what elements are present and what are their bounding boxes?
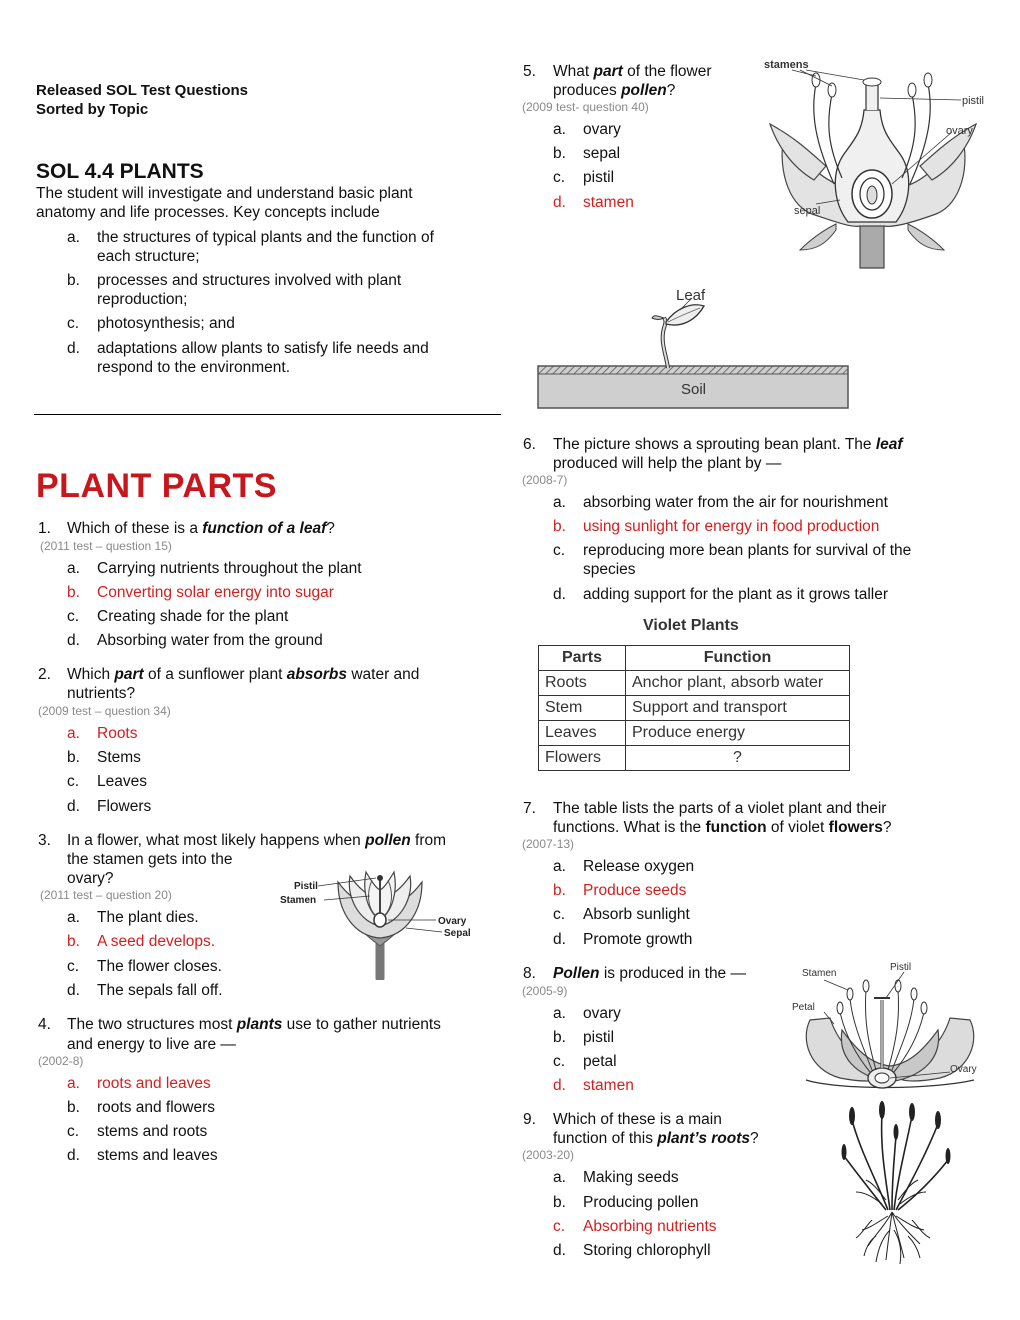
concept-a-line-1: the structures of typical plants and the function of (97, 229, 434, 246)
q3-choice-b-answer: A seed develops. (97, 933, 216, 950)
q1-choice-c-letter: c. (67, 608, 80, 625)
q2-choice-a-letter: a. (67, 725, 80, 742)
q1-choice-d: Absorbing water from the ground (97, 632, 323, 649)
q1-number: 1. (38, 520, 51, 537)
section-title: PLANT PARTS (36, 467, 277, 505)
q3-fig-label-stamen: Stamen (280, 895, 317, 906)
q3-choice-d: The sepals fall off. (97, 982, 223, 999)
q1-source: (2011 test – question 15) (40, 539, 172, 553)
q4-stem-line-2: and energy to live are — (67, 1036, 236, 1053)
q9-choice-c-letter: c. (553, 1218, 566, 1235)
q8-choice-c: petal (583, 1053, 617, 1070)
q8-choice-c-letter: c. (553, 1053, 566, 1070)
q4-choice-b-letter: b. (67, 1099, 80, 1116)
q6-source: (2008-7) (522, 473, 568, 487)
q3-fig-label-sepal: Sepal (444, 928, 471, 939)
q1-choice-d-letter: d. (67, 632, 80, 649)
q8-choice-a: ovary (583, 1005, 621, 1022)
q6-choice-d: adding support for the plant as it grows taller (583, 586, 889, 603)
q6-fig-label-leaf: Leaf (676, 287, 706, 304)
q7-stem: The table lists the parts of a violet plant and their (553, 800, 887, 817)
q1-stem: Which of these is a function of a leaf? (67, 520, 335, 537)
q7-choice-c: Absorb sunlight (583, 906, 690, 923)
q1-choice-a-letter: a. (67, 560, 80, 577)
q8-stem: Pollen is produced in the — (553, 965, 746, 982)
q4-choice-a-letter: a. (67, 1075, 80, 1092)
section-divider (34, 414, 501, 415)
q8-choice-b-letter: b. (553, 1029, 566, 1046)
q4-choice-d-letter: d. (67, 1147, 80, 1164)
q4-stem: The two structures most plants use to gather nutrients (67, 1016, 441, 1033)
q6-choice-b-letter: b. (553, 518, 566, 535)
q3-stem-line-2: the stamen gets into the (67, 851, 233, 868)
q3-number: 3. (38, 832, 51, 849)
q7-table-cell-part: Roots (539, 671, 626, 696)
concept-a-line-2: each structure; (97, 248, 200, 265)
q5-fig-label-sepal: sepal (794, 205, 821, 217)
q6-choice-d-letter: d. (553, 586, 566, 603)
q4-choice-b: roots and flowers (97, 1099, 216, 1116)
q4-choice-c-letter: c. (67, 1123, 80, 1140)
q9-choice-c-answer: Absorbing nutrients (583, 1218, 717, 1235)
q6-number: 6. (523, 436, 536, 453)
q6-choice-a: absorbing water from the air for nourishment (583, 494, 888, 511)
q2-choice-d-letter: d. (67, 798, 80, 815)
q8-fig-label-ovary: Ovary (950, 1064, 977, 1075)
q7-table-cell-part: Stem (539, 696, 626, 721)
q3-choice-b-letter: b. (67, 933, 80, 950)
q5-fig-label-pistil: pistil (962, 95, 985, 107)
q5-choice-c-letter: c. (553, 169, 566, 186)
q5-stem-line-2: produces pollen? (553, 82, 676, 99)
q5-choice-c: pistil (583, 169, 615, 186)
q7-choice-c-letter: c. (553, 906, 566, 923)
q6-stem-line-2: produced will help the plant by — (553, 455, 782, 472)
q3-choice-d-letter: d. (67, 982, 80, 999)
sol-intro-line-1: The student will investigate and understand basic plant (36, 185, 413, 202)
q7-table-cell-function: Anchor plant, absorb water (626, 671, 850, 696)
q3-choice-c: The flower closes. (97, 958, 222, 975)
concept-b-line-2: reproduction; (97, 291, 188, 308)
q6-fig-label-soil: Soil (681, 381, 707, 398)
q7-choice-d-letter: d. (553, 931, 566, 948)
q7-table-cell-function: Support and transport (626, 696, 850, 721)
table-row (539, 746, 850, 771)
q1-choice-b-letter: b. (67, 584, 80, 601)
concept-a-letter: a. (67, 229, 80, 246)
q5-choice-b-letter: b. (553, 145, 566, 162)
concept-b-line-1: processes and structures involved with plant (97, 272, 402, 289)
q7-stem-line-2: functions. What is the function of violet flowers? (553, 819, 892, 836)
q7-table-title: Violet Plants (643, 617, 739, 634)
q7-choice-d: Promote growth (583, 931, 693, 948)
q3-choice-a: The plant dies. (97, 909, 199, 926)
q8-fig-label-pistil: Pistil (890, 962, 912, 973)
sol-title: SOL 4.4 PLANTS (36, 160, 204, 183)
q5-fig-label-ovary: ovary (946, 125, 973, 137)
q8-fig-label-stamen: Stamen (802, 968, 837, 979)
q5-choice-a: ovary (583, 121, 621, 138)
q4-number: 4. (38, 1016, 51, 1033)
q2-number: 2. (38, 666, 51, 683)
table-row (539, 671, 850, 696)
q9-plant-roots-diagram (826, 1100, 966, 1272)
q7-table-header-row (539, 646, 850, 671)
q8-source: (2005-9) (522, 984, 568, 998)
q2-choice-d: Flowers (97, 798, 152, 815)
q8-choice-d-letter: d. (553, 1077, 566, 1094)
q7-table-cell-part: Flowers (539, 746, 626, 771)
q2-choice-c-letter: c. (67, 773, 80, 790)
q1-choice-a: Carrying nutrients throughout the plant (97, 560, 362, 577)
header-line-1: Released SOL Test Questions (36, 82, 249, 99)
q8-choice-b: pistil (583, 1029, 615, 1046)
q7-table-cell-part: Leaves (539, 721, 626, 746)
q9-number: 9. (523, 1111, 536, 1128)
q7-choice-a-letter: a. (553, 858, 566, 875)
q7-choice-b-letter: b. (553, 882, 566, 899)
table-row (539, 721, 850, 746)
q2-choice-c: Leaves (97, 773, 147, 790)
q6-choice-c-line-2: species (583, 561, 636, 578)
q6-choice-b-answer: using sunlight for energy in food production (583, 518, 880, 535)
q6-bean-plant-diagram (536, 284, 852, 412)
q4-choice-d: stems and leaves (97, 1147, 218, 1164)
concept-c-line-1: photosynthesis; and (97, 315, 235, 332)
q1-choice-b-answer: Converting solar energy into sugar (97, 584, 334, 601)
q6-stem: The picture shows a sprouting bean plant. The leaf (553, 436, 903, 453)
q3-stem: In a flower, what most likely happens when pollen from (67, 832, 447, 849)
header-line-2: Sorted by Topic (36, 101, 149, 118)
q9-choice-b: Producing pollen (583, 1194, 699, 1211)
q6-choice-c: reproducing more bean plants for survival of the (583, 542, 912, 559)
q9-choice-a: Making seeds (583, 1169, 679, 1186)
q7-number: 7. (523, 800, 536, 817)
q2-stem-line-2: nutrients? (67, 685, 136, 702)
q7-table-cell-function: ? (626, 746, 850, 771)
q3-flower-diagram (276, 868, 476, 980)
q6-choice-a-letter: a. (553, 494, 566, 511)
q9-choice-b-letter: b. (553, 1194, 566, 1211)
q3-stem-line-3: ovary? (67, 870, 114, 887)
q9-stem: Which of these is a main (553, 1111, 722, 1128)
sol-intro-line-2: anatomy and life processes. Key concepts include (36, 204, 380, 221)
concept-d-line-2: respond to the environment. (97, 359, 291, 376)
q7-source: (2007-13) (522, 837, 575, 851)
q1-choice-c: Creating shade for the plant (97, 608, 289, 625)
concept-b-letter: b. (67, 272, 80, 289)
q7-table-cell-function: Produce energy (626, 721, 850, 746)
q5-choice-a-letter: a. (553, 121, 566, 138)
q6-choice-c-letter: c. (553, 542, 566, 559)
q3-choice-c-letter: c. (67, 958, 80, 975)
q3-choice-a-letter: a. (67, 909, 80, 926)
q5-flower-diagram (756, 54, 996, 276)
q9-stem-line-2: function of this plant’s roots? (553, 1130, 759, 1147)
q8-fig-label-petal: Petal (792, 1002, 815, 1013)
q2-choice-a-answer: Roots (97, 725, 138, 742)
q5-number: 5. (523, 63, 536, 80)
q7-table-header-function: Function (626, 646, 850, 671)
q9-source: (2003-20) (522, 1148, 575, 1162)
q5-fig-label-stamens: stamens (764, 59, 809, 71)
concept-c-letter: c. (67, 315, 80, 332)
q2-choice-b-letter: b. (67, 749, 80, 766)
q3-source: (2011 test – question 20) (40, 888, 172, 902)
q5-choice-d-letter: d. (553, 194, 566, 211)
q2-choice-b: Stems (97, 749, 141, 766)
q4-choice-c: stems and roots (97, 1123, 208, 1140)
table-row (539, 696, 850, 721)
q2-stem: Which part of a sunflower plant absorbs water and (67, 666, 420, 683)
q8-number: 8. (523, 965, 536, 982)
q5-choice-d-answer: stamen (583, 194, 634, 211)
q8-choice-a-letter: a. (553, 1005, 566, 1022)
q7-choice-b-answer: Produce seeds (583, 882, 687, 899)
q5-source: (2009 test- question 40) (522, 100, 649, 114)
q8-choice-d-answer: stamen (583, 1077, 634, 1094)
q4-choice-a-answer: roots and leaves (97, 1075, 211, 1092)
q7-choice-a: Release oxygen (583, 858, 695, 875)
concept-d-letter: d. (67, 340, 80, 357)
q3-fig-label-ovary: Ovary (438, 916, 467, 927)
q7-table-header-parts: Parts (539, 646, 626, 671)
q5-stem: What part of the flower (553, 63, 712, 80)
concept-d-line-1: adaptations allow plants to satisfy life needs and (97, 340, 429, 357)
q4-source: (2002-8) (38, 1054, 84, 1068)
q9-choice-d: Storing chlorophyll (583, 1242, 711, 1259)
q7-violet-table (538, 645, 850, 771)
q8-flower-diagram (790, 960, 990, 1090)
q5-choice-b: sepal (583, 145, 621, 162)
q9-choice-a-letter: a. (553, 1169, 566, 1186)
q2-source: (2009 test – question 34) (38, 704, 171, 718)
q3-fig-label-pistil: Pistil (294, 881, 318, 892)
q9-choice-d-letter: d. (553, 1242, 566, 1259)
